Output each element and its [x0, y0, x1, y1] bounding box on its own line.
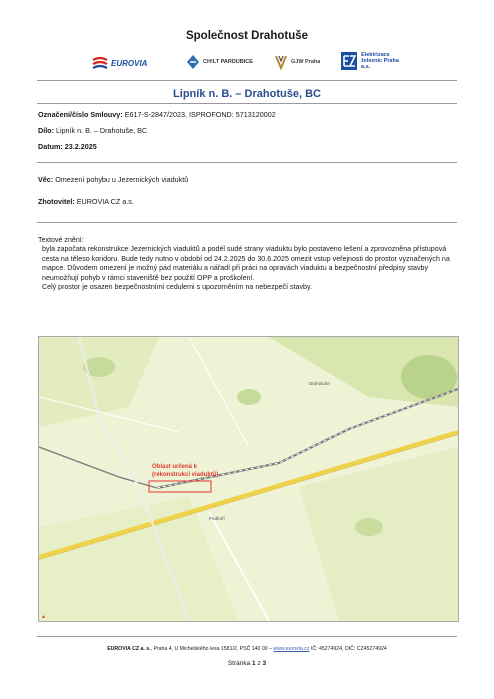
subject-value: Omezení pohybu u Jezernických viaduktů — [55, 175, 189, 184]
eurovia-logo: EUROVIA — [92, 56, 147, 70]
map-annotation-line-1: Oblast určená k — [152, 464, 198, 470]
contract-value: E617-S-2847/2023, ISPROFOND: 5713120002 — [124, 110, 276, 119]
header-divider — [37, 80, 457, 81]
date-label: Datum: — [38, 142, 63, 151]
gjw-mark-icon — [274, 54, 288, 70]
contract-label: Označení/číslo Smlouvy: — [38, 110, 123, 119]
footer-ids: IČ: 45274924, DIČ: CZ45274924 — [310, 646, 387, 652]
work-line — [38, 126, 147, 135]
footer-company: EUROVIA CZ a. s. — [107, 646, 151, 652]
footer-url-link[interactable]: www.eurovia.cz — [273, 646, 310, 652]
footer — [0, 646, 494, 652]
map-annotation-line-2: (rekonstrukci viaduktů) — [152, 472, 219, 478]
partner-logos — [88, 50, 418, 78]
work-value: Lipník n. B. – Drahotuše, BC — [55, 126, 148, 135]
body-text — [38, 236, 463, 292]
date-line — [38, 142, 97, 151]
site-map — [38, 336, 459, 622]
subject-label: Věc: — [38, 175, 54, 184]
meta-divider — [37, 162, 457, 163]
chlt-pardubice-logo: CH!LT PARDUBICE — [186, 54, 253, 70]
body-label: Textové znění: — [38, 236, 84, 244]
company-heading: Společnost Drahotuše — [185, 30, 309, 42]
map-label-podhori: Podhoří — [209, 516, 225, 521]
subject-line — [38, 175, 188, 184]
ez-mark-icon — [340, 51, 358, 71]
date-value: 23.2.2025 — [64, 142, 97, 151]
contractor-label: Zhotovitel: — [38, 197, 75, 206]
chlt-mark-icon — [186, 54, 200, 70]
page-number — [0, 660, 494, 667]
gjw-praha-logo: GJW Praha — [274, 54, 320, 70]
contract-line — [38, 110, 276, 119]
page-prefix: Stránka — [227, 660, 251, 667]
map-label-drahotuse: Drahotuše — [309, 381, 330, 386]
page-separator: z — [257, 660, 261, 667]
body-paragraph-1: byla započata rekonstrukce Jezernických viaduktů a podél sudé strany viaduktu bylo postaveno lešení a zprovozněna přístupová cesta na těleso koridoru. Bude tedy nutno v období od 24.2.2025 do 30.6.2025 omezit vstup veřejnosti do prostor vyznačených na mapce. Důvodem omezení je možný pád materiálu a nářadí při práci na opravách viaduktu a bezpečnostní předpisy stavby neumožňují pohyb v rámci staveniště bez použití OPP a proškolení. — [42, 245, 450, 282]
title-divider — [37, 103, 457, 104]
elektrizace-zeleznic-logo: Elektrizace železnic Praha a.s. — [340, 51, 407, 71]
map-compass-icon: ▲ — [41, 614, 46, 620]
footer-address: , Praha 4, U Michelského lesa 1581/2, PSČ 140 00 – — [150, 646, 274, 652]
page-total: 3 — [262, 660, 267, 667]
contractor-line — [38, 197, 134, 206]
contractor-value: EUROVIA CZ a.s. — [76, 197, 134, 206]
body-paragraph-2: Celý prostor je osazen bezpečnostními cedulemi s upozorněním na nebezpečí stavby. — [42, 283, 312, 292]
work-label: Dílo: — [38, 126, 54, 135]
body-divider — [37, 222, 457, 223]
project-title: Lipník n. B. – Drahotuše, BC — [173, 88, 321, 100]
eurovia-mark-icon — [92, 56, 108, 70]
footer-divider — [37, 636, 457, 637]
page-current: 1 — [252, 660, 256, 667]
